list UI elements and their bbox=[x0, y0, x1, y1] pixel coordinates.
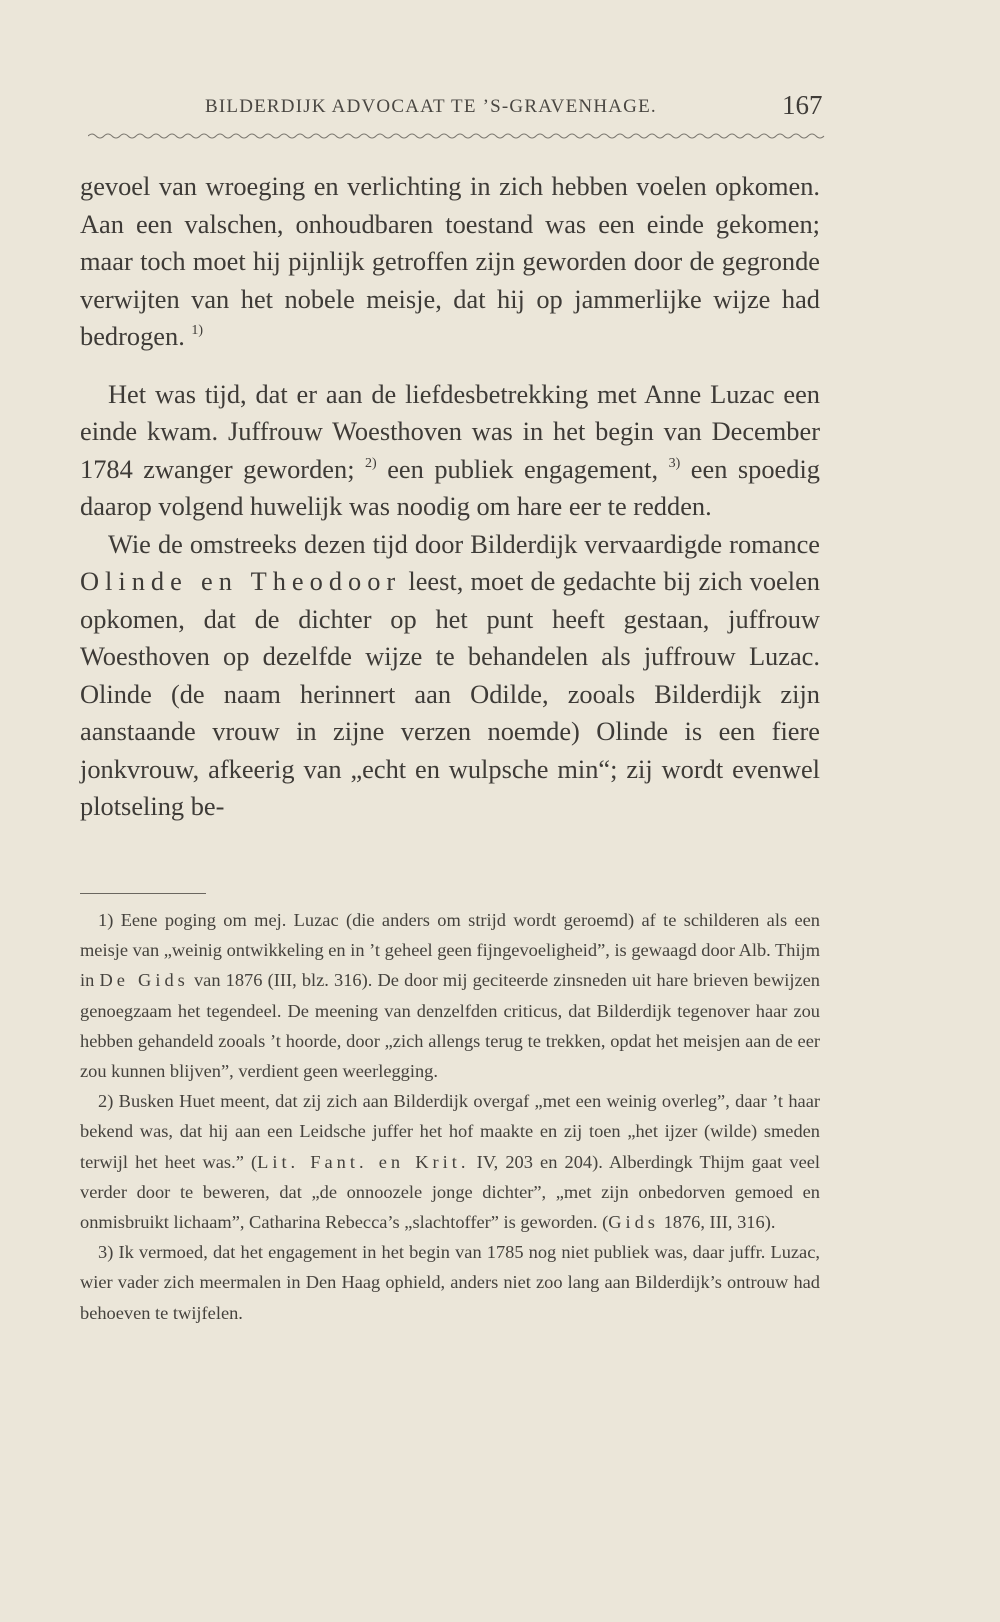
footnote-3-text: Ik vermoed, dat het engagement in het begin van 1785 nog niet publiek was, daar juffr. Luzac, wier vader zich meermalen in Den Haag ophield, anders niet zoo lang aan Bilderdijk’s ontrouw had behoeven te twijfelen. bbox=[80, 1242, 820, 1323]
footnote-2-journal: Gids bbox=[608, 1212, 659, 1233]
footnote-1 bbox=[80, 905, 820, 1086]
paragraph-1 bbox=[80, 168, 820, 356]
footnote-2-number: 2) bbox=[98, 1091, 114, 1112]
footnote-ref-3: 3) bbox=[668, 455, 681, 471]
running-title: BILDERDIJK ADVOCAAT TE ’S-GRAVENHAGE. bbox=[205, 96, 657, 117]
paragraph-3-text-a: Wie de omstreeks dezen tijd door Bilderdijk vervaardigde romance bbox=[108, 528, 820, 559]
page-header bbox=[0, 92, 1000, 132]
footnote-1-text-b: van 1876 (III, blz. 316). De door mij geciteerde zinsneden uit hare brieven bewijzen genoegzaam het tegendeel. De meening van denzelfden criticus, dat Bilderdijk tegenover haar zou hebben gehandeld zooals ’t hoorde, door „zich allengs terug te trekken, opdat het meisjen aan de eer zou kunnen blijven”, verdient geen weerlegging. bbox=[80, 970, 820, 1082]
footnotes bbox=[80, 905, 820, 1328]
paragraph-2-text-a: Het was tijd, dat er aan de liefdesbetrekking met Anne Luzac een einde kwam. Juffrouw Woesthoven was in het begin van December 1784 zwanger geworden; bbox=[80, 378, 820, 484]
main-text bbox=[80, 168, 820, 826]
footnote-2-text-b: IV, 203 en 204). Alberdingk Thijm gaat veel verder door te beweren, dat „de onnoozele jonge dichter”, „met zijn onbedorven gemoed en onmisbruikt lichaam”, Catharina Rebecca’s „slachtoffer” is geworden. ( bbox=[80, 1151, 820, 1233]
footnote-ref-2: 2) bbox=[365, 455, 377, 471]
paragraph-2 bbox=[80, 376, 820, 526]
footnote-2 bbox=[80, 1086, 820, 1237]
romance-title: Olinde en Theodoor bbox=[80, 566, 402, 596]
footnote-2-work-title: Lit. Fant. en Krit. bbox=[257, 1151, 470, 1172]
footnote-separator bbox=[80, 893, 206, 894]
footnote-1-number: 1) bbox=[98, 910, 114, 930]
paragraph-2-text-b: een publiek engagement, bbox=[387, 453, 659, 484]
paragraph-3 bbox=[80, 526, 820, 826]
paragraph-1-text: gevoel van wroeging en verlichting in zich hebben voelen opkomen. Aan een valschen, onhoudbaren toestand was een einde gekomen; maar toch moet hij pijnlijk getroffen zijn geworden door de gegronde verwijten van het nobele meisje, dat hij op jammerlijke wijze had bedrogen. bbox=[80, 171, 820, 351]
footnote-2-text-c: 1876, III, 316). bbox=[663, 1212, 776, 1233]
paragraph-3-text-b: leest, moet de gedachte bij zich voelen opkomen, dat de dichter op het punt heeft gestaan, juffrouw Woesthoven op dezelfde wijze te behandelen als juffrouw Luzac. Olinde (de naam herinnert aan Odilde, zooals Bilderdijk zijn aanstaande vrouw in zijne verzen noemde) Olinde is een fiere jonkvrouw, afkeerig van „echt en wulpsche min“; zij wordt evenwel plotseling be- bbox=[80, 566, 820, 821]
page-number: 167 bbox=[782, 90, 823, 120]
paragraph-gap bbox=[80, 356, 820, 376]
footnote-3-number: 3) bbox=[98, 1242, 114, 1263]
footnote-1-journal: De Gids bbox=[99, 970, 189, 991]
footnote-3 bbox=[80, 1237, 820, 1328]
footnote-ref-1: 1) bbox=[191, 323, 204, 338]
footnote-1-text-a: Eene poging om mej. Luzac (die anders om strijd wordt geroemd) af te schilderen als een meisje van „weinig ontwikkeling en in ’t geheel geen fijngevoeligheid”, is gewaagd door Alb. Thijm in bbox=[80, 910, 820, 991]
paragraph-2-text-c: een spoedig daarop volgend huwelijk was noodig om hare eer te redden. bbox=[80, 453, 820, 521]
wavy-rule-ornament bbox=[88, 130, 828, 142]
footnote-2-text-a: Busken Huet meent, dat zij zich aan Bilderdijk overgaf „met een weinig overleg”, daar ’t haar bekend was, dat hij aan een Leidsche juffer het hof maakte en zij toen „het ijzer (wilde) smeden terwijl het heet was.” ( bbox=[80, 1091, 820, 1172]
